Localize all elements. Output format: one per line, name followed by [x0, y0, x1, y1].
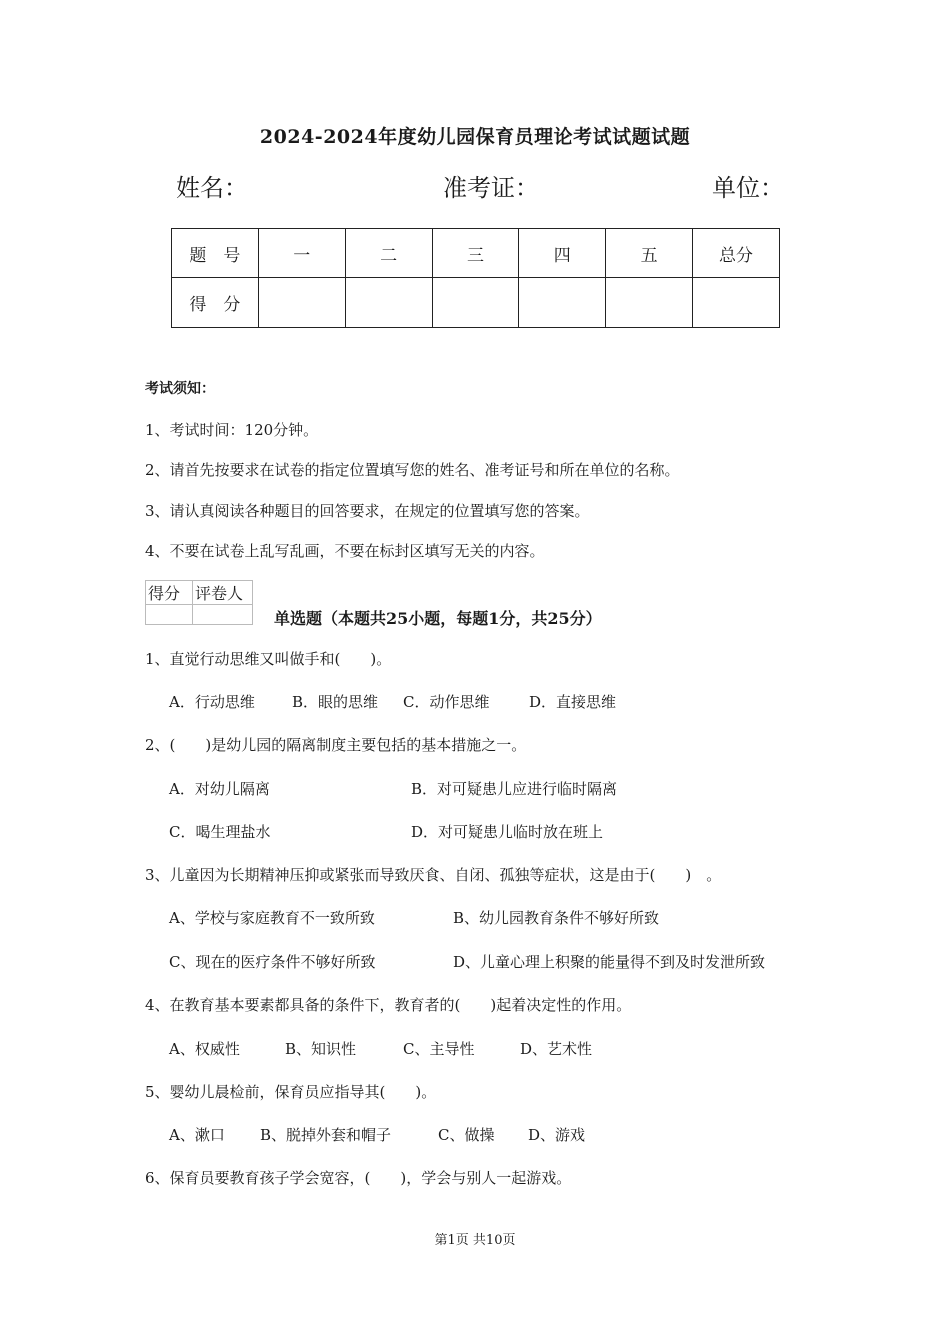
notice-item: 3、请认真阅读各种题目的回答要求，在规定的位置填写您的答案。 — [145, 502, 590, 520]
score-header-cell: 三 — [432, 229, 519, 278]
question-option: A、学校与家庭教育不一致所致 — [169, 909, 375, 927]
score-cell — [258, 278, 345, 328]
question-option: B、脱掉外套和帽子 — [260, 1126, 392, 1144]
question-stem: 5、婴幼儿晨检前，保育员应指导其( )。 — [145, 1083, 437, 1101]
score-cell — [519, 278, 606, 328]
score-table-header-row — [172, 229, 780, 278]
question-option: B、幼儿园教育条件不够好所致 — [453, 909, 660, 927]
score-cell — [345, 278, 432, 328]
notice-item: 1、考试时间：120分钟。 — [145, 421, 319, 439]
grader-score-cell — [146, 605, 193, 625]
question-option: A．对幼儿隔离 — [169, 780, 270, 798]
question-option: C．喝生理盐水 — [169, 823, 271, 841]
question-option: A、漱口 — [169, 1126, 225, 1144]
score-header-cell: 二 — [345, 229, 432, 278]
score-cell — [606, 278, 693, 328]
grader-reviewer-label: 评卷人 — [193, 581, 253, 605]
score-table-score-row — [172, 278, 780, 328]
question-option: B．眼的思维 — [292, 693, 379, 711]
score-table — [171, 228, 780, 328]
notice-item: 2、请首先按要求在试卷的指定位置填写您的姓名、准考证号和所在单位的名称。 — [145, 461, 680, 479]
score-row-label: 得 分 — [172, 278, 259, 328]
score-cell — [432, 278, 519, 328]
question-stem: 6、保育员要教育孩子学会宽容，( )，学会与别人一起游戏。 — [145, 1169, 572, 1187]
grader-box — [145, 580, 253, 625]
question-option: D、游戏 — [528, 1126, 586, 1144]
score-header-cell: 题 号 — [172, 229, 259, 278]
question-option: D、艺术性 — [520, 1040, 593, 1058]
question-option: A．行动思维 — [169, 693, 255, 711]
question-option: C、主导性 — [403, 1040, 475, 1058]
score-header-cell: 一 — [258, 229, 345, 278]
question-option: B、知识性 — [285, 1040, 357, 1058]
score-header-cell: 四 — [519, 229, 606, 278]
question-option: C．动作思维 — [403, 693, 490, 711]
grader-reviewer-cell — [193, 605, 253, 625]
exam-number-label: 准考证： — [443, 174, 539, 202]
question-option: A、权威性 — [169, 1040, 240, 1058]
notice-title: 考试须知： — [145, 381, 215, 397]
question-option: C、现在的医疗条件不够好所致 — [169, 953, 376, 971]
question-option: B．对可疑患儿应进行临时隔离 — [411, 780, 618, 798]
section-title: 单选题（本题共25小题，每题1分，共25分） — [274, 609, 602, 628]
question-option: D．对可疑患儿临时放在班上 — [411, 823, 604, 841]
name-label: 姓名： — [176, 174, 248, 202]
score-header-cell: 五 — [606, 229, 693, 278]
question-option: D．直接思维 — [529, 693, 617, 711]
question-stem: 3、儿童因为长期精神压抑或紧张而导致厌食、自闭、孤独等症状，这是由于( ) 。 — [145, 866, 722, 884]
score-cell — [693, 278, 780, 328]
page-footer: 第1页 共10页 — [434, 1233, 516, 1248]
unit-label: 单位： — [712, 174, 784, 202]
score-header-cell: 总分 — [693, 229, 780, 278]
question-stem: 4、在教育基本要素都具备的条件下，教育者的( )起着决定性的作用。 — [145, 996, 632, 1014]
question-stem: 1、直觉行动思维又叫做手和( )。 — [145, 650, 392, 668]
question-stem: 2、( )是幼儿园的隔离制度主要包括的基本措施之一。 — [145, 736, 527, 754]
question-option: D、儿童心理上积聚的能量得不到及时发泄所致 — [453, 953, 766, 971]
notice-item: 4、不要在试卷上乱写乱画，不要在标封区填写无关的内容。 — [145, 542, 545, 560]
question-option: C、做操 — [438, 1126, 495, 1144]
page-title: 2024-2024年度幼儿园保育员理论考试试题试题 — [259, 126, 691, 148]
grader-score-label: 得分 — [146, 581, 193, 605]
